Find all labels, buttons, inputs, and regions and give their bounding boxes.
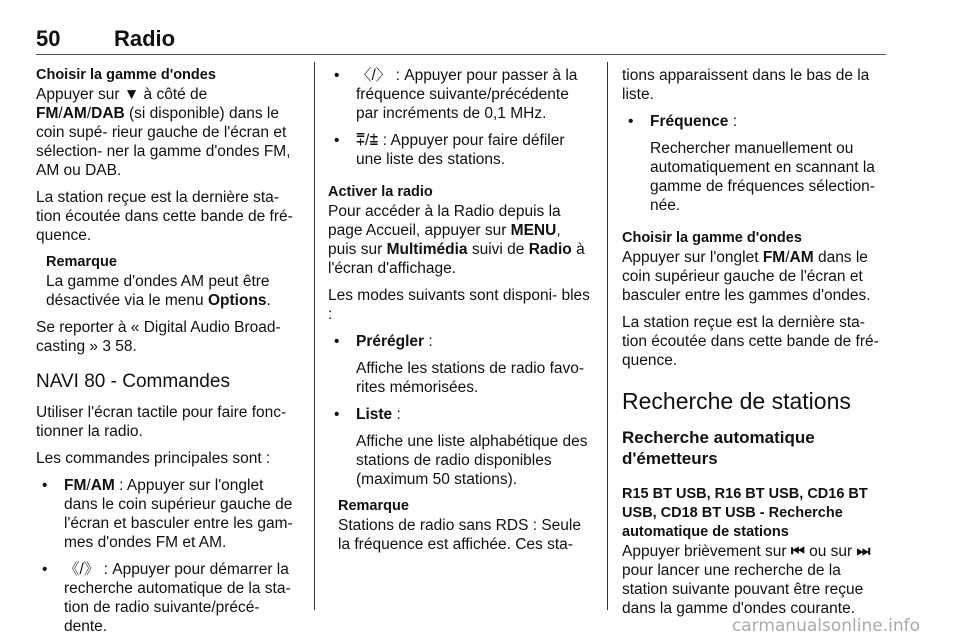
list-item: • 〈/〉 : Appuyer pour passer à la fréquence suivante/précédente par incréments de 0,1 MHz.	[328, 66, 590, 123]
subheading-band: Choisir la gamme d'ondes	[36, 67, 216, 83]
paragraph: Appuyer sur ▼ à côté de FM/AM/DAB (si disponible) dans le coin supé- rieur gauche de l'écran et sélection- ner la gamme d'ondes FM, AM ou DAB.	[36, 86, 291, 179]
previous-track-icon: ⏮	[790, 543, 805, 560]
cross-reference: Se reporter à « Digital Audio Broad- casting » 3 58.	[36, 319, 281, 355]
section-heading-search: Recherche de stations	[622, 388, 851, 414]
paragraph: Utiliser l'écran tactile pour faire fonc- tionner la radio.	[36, 404, 287, 440]
section-heading-navi: NAVI 80 - Commandes	[36, 371, 230, 392]
paragraph: La station reçue est la dernière sta- tion écoutée dans cette bande de fré- quence.	[622, 314, 879, 369]
step-icon: 〈/〉	[356, 67, 392, 84]
station-list-icon: ⩱/⩲	[356, 132, 379, 149]
list-item: • 《/》 : Appuyer pour démarrer la recherche automatique de la sta- tion de radio suivante/précé- dente.	[36, 560, 300, 636]
note	[46, 253, 300, 310]
note-title: Remarque	[338, 498, 409, 514]
column-2	[328, 66, 590, 562]
list-item-text: Rechercher manuellement ou automatiquement en scannant la gamme de fréquences sélection- née.	[650, 140, 875, 214]
list-item: • Fréquence :	[622, 112, 888, 131]
list-item-text: Affiche les stations de radio favo- rites mémorisées.	[356, 360, 585, 396]
column-divider	[314, 62, 315, 610]
list-item-text: Affiche une liste alphabétique des stations de radio disponibles (maximum 50 stations).	[356, 433, 588, 488]
paragraph: Pour accéder à la Radio depuis la page Accueil, appuyer sur MENU, puis sur Multimédia suivi de Radio à l'écran d'affichage.	[328, 203, 585, 277]
models-heading: R15 BT USB, R16 BT USB, CD16 BT USB, CD18 BT USB - Recherche automatique de stations	[622, 486, 868, 540]
page-number: 50	[36, 26, 61, 51]
subheading-band: Choisir la gamme d'ondes	[622, 230, 802, 246]
page-title: Radio	[114, 26, 176, 51]
next-track-icon: ⏭	[856, 543, 871, 560]
subheading-activate: Activer la radio	[328, 184, 433, 200]
column-3	[622, 66, 888, 626]
paragraph: Appuyer brièvement sur ⏮ ou sur ⏭ pour lancer une recherche de la station suivante pouvant être reçue dans la gamme d'ondes courante.	[622, 543, 871, 617]
seek-icon: 《/》	[64, 561, 100, 578]
list-item: • Prérégler :	[328, 332, 590, 351]
list-item: • Liste :	[328, 405, 590, 424]
list-item: • FM/AM : Appuyer sur l'onglet dans le coin supérieur gauche de l'écran et basculer entre les gam- mes d'ondes FM et AM.	[36, 476, 300, 552]
note-text: La gamme d'ondes AM peut être désactivée via le menu Options.	[46, 273, 271, 309]
column-divider	[607, 62, 608, 610]
note-title: Remarque	[46, 254, 117, 270]
list-item: • ⩱/⩲ : Appuyer pour faire défiler une liste des stations.	[328, 131, 590, 169]
paragraph: La station reçue est la dernière sta- tion écoutée dans cette bande de fré- quence.	[36, 189, 293, 244]
watermark: carmanualsonline.info	[731, 616, 920, 636]
paragraph: tions apparaissent dans le bas de la liste.	[622, 67, 870, 103]
paragraph: Appuyer sur l'onglet FM/AM dans le coin supérieur gauche de l'écran et basculer entre les gammes d'ondes.	[622, 249, 871, 304]
page-ref-icon: 3	[102, 338, 111, 355]
note	[338, 497, 590, 554]
subsection-heading-auto: Recherche automatique d'émetteurs	[622, 428, 815, 468]
note-text: Stations de radio sans RDS : Seule la fréquence est affichée. Ces sta-	[338, 517, 581, 553]
paragraph: Les commandes principales sont :	[36, 450, 271, 467]
column-1	[36, 66, 300, 644]
paragraph: Les modes suivants sont disponi- bles :	[328, 287, 590, 323]
page-header	[36, 22, 886, 55]
